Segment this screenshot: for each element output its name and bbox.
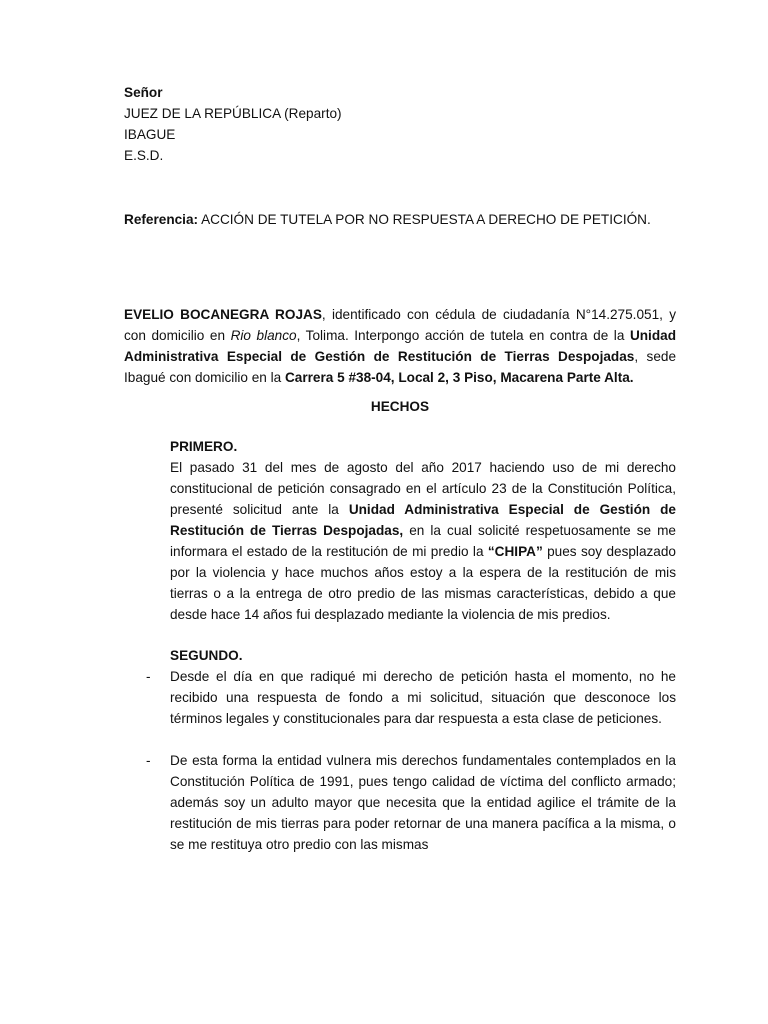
fact-bullet-item [146,750,676,855]
fact-predio-name: “CHIPA” [487,544,543,559]
fact-text: pues soy desplazado por la violencia y hace muchos años estoy a la espera de la restitución de mis tierras o a la entrega de otro predio de las mismas características, debido a que desde hace 14 años fui desplazado mediante la violencia de mis predios. [170,544,676,622]
fact-entity: Unidad Administrativa Especial de Gestión de Restitución de Tierras Despojadas, [170,502,676,538]
intro-text: , sede Ibagué con domicilio en la [124,349,677,385]
fact-title-primero: PRIMERO. [170,439,238,454]
fact-text: en la cual solicité respetuosamente se me informara el estado de la restitución de mi predio la [170,523,676,559]
reference-paragraph [124,209,676,230]
intro-text: , identificado con cédula de ciudadanía N°14.275.051, y con domicilio en [124,307,676,343]
fact-text: El pasado 31 del mes de agosto del año 2017 haciendo uso de mi derecho constitucional de petición consagrado en el artículo 23 de la Constitución Política, presenté solicitud ante la [170,460,676,517]
respondent-entity: Unidad Administrativa Especial de Gestión de Restitución de Tierras Despojadas [124,328,677,364]
reference-label: Referencia: [124,212,199,227]
fact-title-segundo: SEGUNDO. [170,648,243,663]
intro-text: , Tolima. Interpongo acción de tutela en contra de la [296,328,630,343]
addressee-block [124,82,676,166]
petitioner-name: EVELIO BOCANEGRA ROJAS [124,307,322,322]
bullet-text: De esta forma la entidad vulnera mis derechos fundamentales contemplados en la Constitución Política de 1991, pues tengo calidad de víctima del conflicto armado; además soy un adulto mayor que necesita que la entidad agilice el trámite de la restitución de mis tierras para poder retornar de una manera pacífica a la misma, o se me restituya otro predio con las mismas [170,753,676,852]
salutation: Señor [124,85,163,100]
section-title-hechos: HECHOS [370,399,430,414]
addressee-city: IBAGUE [124,127,176,142]
fact-primero-text [170,457,676,625]
addressee-line: JUEZ DE LA REPÚBLICA (Reparto) [124,106,342,121]
respondent-address: Carrera 5 #38-04, Local 2, 3 Piso, Macarena Parte Alta. [284,370,634,385]
addressee-esd: E.S.D. [124,148,164,163]
fact-bullet-item [146,666,676,729]
document-page [124,82,676,855]
petitioner-place: Rio blanco [230,328,297,343]
bullet-dash: - [146,669,151,684]
bullet-dash: - [146,753,151,768]
reference-text: ACCIÓN DE TUTELA POR NO RESPUESTA A DERECHO DE PETICIÓN. [198,212,651,227]
bullet-text: Desde el día en que radiqué mi derecho de petición hasta el momento, no he recibido una respuesta de fondo a mi solicitud, situación que desconoce los términos legales y constitucionales para dar respuesta a esta clase de peticiones. [170,669,676,726]
intro-paragraph [124,304,676,388]
